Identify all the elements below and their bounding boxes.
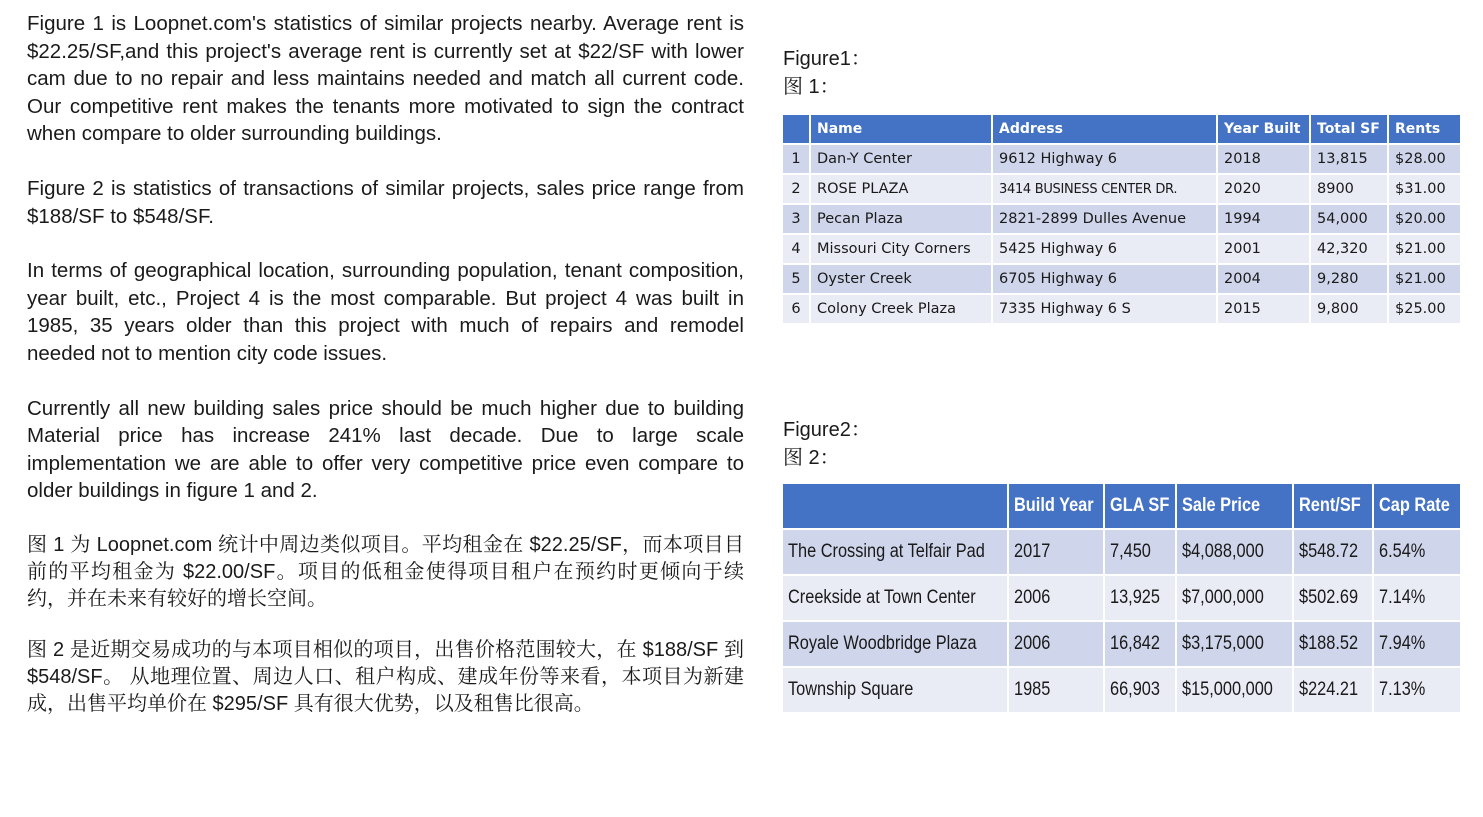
cell-address: 2821-2899 Dulles Avenue xyxy=(992,204,1217,234)
table-row xyxy=(783,234,1461,264)
paragraph-figure2-summary: Figure 2 is statistics of transactions of similar projects, sales price range from $188/SF to $548/SF. xyxy=(27,176,744,228)
cell-total-sf: 9,800 xyxy=(1310,294,1388,323)
cell-sale-price: $15,000,000 xyxy=(1176,667,1293,712)
cell-index: 6 xyxy=(783,294,810,323)
cell-rent-sf: $188.52 xyxy=(1293,621,1373,667)
cell-name: Pecan Plaza xyxy=(810,204,992,234)
cell-cap-rate: 7.94% xyxy=(1373,621,1461,667)
figure2-header-gla-sf: GLA SF xyxy=(1104,484,1176,529)
cell-gla-sf: 13,925 xyxy=(1104,575,1176,621)
figure1-header-rents: Rents xyxy=(1388,115,1461,144)
cell-rents: $21.00 xyxy=(1388,264,1461,294)
figure2-header-sale-price: Sale Price xyxy=(1176,484,1293,529)
paragraph-cn-figure1: 图 1 为 Loopnet.com 统计中周边类似项目。平均租金在 $22.25/SF，而本项目目前的平均租金为 $22.00/SF。项目的低租金使得项目租户在预约时更倾向于续约，并在未来有较好的增长空间。 xyxy=(27,533,744,610)
cell-index: 3 xyxy=(783,204,810,234)
cell-index: 1 xyxy=(783,144,810,174)
table-row xyxy=(783,204,1461,234)
cell-property: Township Square xyxy=(783,667,1008,712)
cell-build-year: 1985 xyxy=(1008,667,1104,712)
cell-sale-price: $4,088,000 xyxy=(1176,529,1293,575)
table-row xyxy=(783,621,1461,667)
table-row xyxy=(783,144,1461,174)
figure2-header-rent-sf: Rent/SF xyxy=(1293,484,1373,529)
cell-rent-sf: $224.21 xyxy=(1293,667,1373,712)
cell-year-built: 2018 xyxy=(1217,144,1310,174)
figure1-label xyxy=(783,46,871,101)
cell-year-built: 1994 xyxy=(1217,204,1310,234)
cell-year-built: 2001 xyxy=(1217,234,1310,264)
paragraph-comparison: In terms of geographical location, surrounding population, tenant composition, year built, etc., Project 4 is the most comparable. But project 4 was built in 1985, 35 years older than this project with much of repairs and remodel needed not to mention city code issues. xyxy=(27,259,744,365)
text-column xyxy=(27,10,744,742)
cell-year-built: 2004 xyxy=(1217,264,1310,294)
cell-name: Colony Creek Plaza xyxy=(810,294,992,323)
cell-rents: $20.00 xyxy=(1388,204,1461,234)
cell-rent-sf: $548.72 xyxy=(1293,529,1373,575)
table-row xyxy=(783,174,1461,204)
cell-total-sf: 54,000 xyxy=(1310,204,1388,234)
cell-property: The Crossing at Telfair Pad xyxy=(783,529,1008,575)
cell-address: 7335 Highway 6 S xyxy=(992,294,1217,323)
cell-index: 2 xyxy=(783,174,810,204)
table-row xyxy=(783,294,1461,323)
cell-name: Dan-Y Center xyxy=(810,144,992,174)
cell-sale-price: $7,000,000 xyxy=(1176,575,1293,621)
cell-year-built: 2015 xyxy=(1217,294,1310,323)
paragraph-pricing: Currently all new building sales price should be much higher due to building Material price has increase 241% last decade. Due to large scale implementation we are able to offer very competitive price even compare to older buildings in figure 1 and 2. xyxy=(27,396,744,503)
cell-name: Oyster Creek xyxy=(810,264,992,294)
figure2-header-row xyxy=(783,484,1461,529)
cell-rents: $21.00 xyxy=(1388,234,1461,264)
cell-sale-price: $3,175,000 xyxy=(1176,621,1293,667)
cell-cap-rate: 7.14% xyxy=(1373,575,1461,621)
figure2-label-cn: 图 2： xyxy=(783,446,840,469)
cell-rents: $31.00 xyxy=(1388,174,1461,204)
cell-rent-sf: $502.69 xyxy=(1293,575,1373,621)
cell-build-year: 2006 xyxy=(1008,575,1104,621)
cell-address: 3414 BUSINESS CENTER DR. xyxy=(992,174,1217,204)
cell-address: 9612 Highway 6 xyxy=(992,144,1217,174)
cell-build-year: 2006 xyxy=(1008,621,1104,667)
cell-address: 6705 Highway 6 xyxy=(992,264,1217,294)
cell-year-built: 2020 xyxy=(1217,174,1310,204)
cell-total-sf: 13,815 xyxy=(1310,144,1388,174)
table-row xyxy=(783,667,1461,712)
cell-cap-rate: 7.13% xyxy=(1373,667,1461,712)
cell-name: ROSE PLAZA xyxy=(810,174,992,204)
cell-total-sf: 9,280 xyxy=(1310,264,1388,294)
cell-gla-sf: 66,903 xyxy=(1104,667,1176,712)
cell-cap-rate: 6.54% xyxy=(1373,529,1461,575)
figure1-label-cn: 图 1： xyxy=(783,75,840,98)
figure2-header-property xyxy=(783,484,1008,529)
table-row xyxy=(783,264,1461,294)
figure2-header-build-year: Build Year xyxy=(1008,484,1104,529)
table-row xyxy=(783,529,1461,575)
cell-property: Creekside at Town Center xyxy=(783,575,1008,621)
cell-index: 4 xyxy=(783,234,810,264)
figure1-header-index xyxy=(783,115,810,144)
table-row xyxy=(783,575,1461,621)
figure1-label-en: Figure1： xyxy=(783,48,871,70)
figure2-header-cap-rate: Cap Rate xyxy=(1373,484,1461,529)
cell-name: Missouri City Corners xyxy=(810,234,992,264)
cell-index: 5 xyxy=(783,264,810,294)
figure2-label xyxy=(783,417,871,472)
cell-property: Royale Woodbridge Plaza xyxy=(783,621,1008,667)
cell-gla-sf: 16,842 xyxy=(1104,621,1176,667)
figure2-label-en: Figure2： xyxy=(783,419,871,441)
figure2-table xyxy=(783,484,1462,712)
figure1-header-year-built: Year Built xyxy=(1217,115,1310,144)
figure1-header-row xyxy=(783,115,1461,144)
figure1-header-total-sf: Total SF xyxy=(1310,115,1388,144)
cell-gla-sf: 7,450 xyxy=(1104,529,1176,575)
cell-rents: $28.00 xyxy=(1388,144,1461,174)
cell-total-sf: 42,320 xyxy=(1310,234,1388,264)
paragraph-figure1-summary: Figure 1 is Loopnet.com's statistics of similar projects nearby. Average rent is $22.25/SF,and this project's average rent is currently set at $22/SF with lower cam due to no repair and less maintains needed and match all current code. Our competitive rent makes the tenants more motivated to sign the contract when compare to older surrounding buildings. xyxy=(27,12,744,146)
cell-address: 5425 Highway 6 xyxy=(992,234,1217,264)
figure1-header-address: Address xyxy=(992,115,1217,144)
figure1-header-name: Name xyxy=(810,115,992,144)
cell-total-sf: 8900 xyxy=(1310,174,1388,204)
figure1-table xyxy=(783,115,1462,323)
paragraph-cn-figure2: 图 2 是近期交易成功的与本项目相似的项目，出售价格范围较大，在 $188/SF 到 $548/SF。 从地理位置、周边人口、租户构成、建成年份等来看，本项目为新建成，出售平均单价在 $295/SF 具有很大优势，以及租售比很高。 xyxy=(27,638,744,715)
cell-build-year: 2017 xyxy=(1008,529,1104,575)
cell-rents: $25.00 xyxy=(1388,294,1461,323)
